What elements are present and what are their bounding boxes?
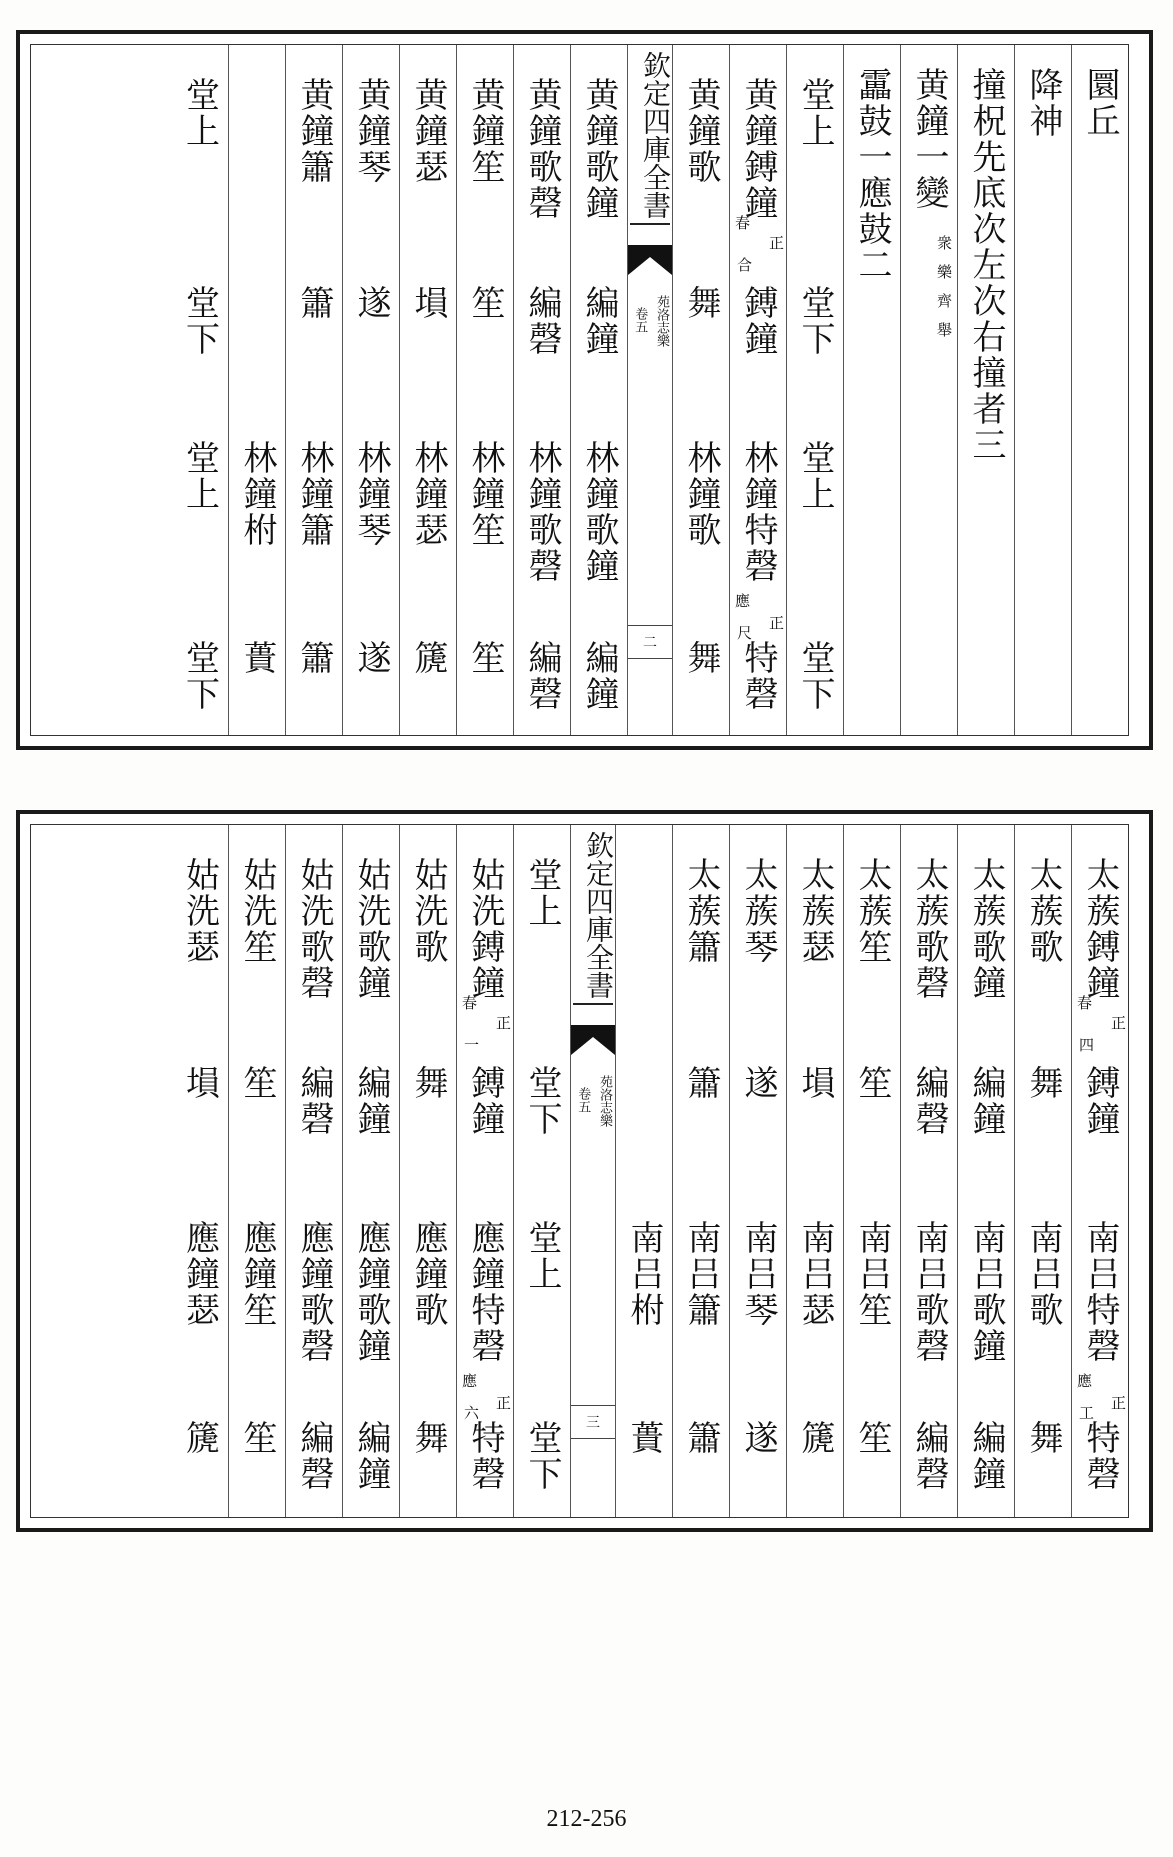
text-column	[171, 825, 228, 1517]
column-cell: 林鐘笙	[465, 440, 505, 548]
column-cell: 南吕歌磬	[909, 1220, 949, 1364]
text-column	[1071, 825, 1128, 1517]
volume-label: 卷五	[575, 1087, 591, 1113]
text-column	[786, 825, 843, 1517]
volume-label: 卷五	[632, 307, 648, 333]
text-column	[285, 825, 342, 1517]
column-cell: 編磬	[909, 1420, 949, 1492]
column-cell: 編鐘	[579, 640, 619, 712]
column-cell: 姑洗鎛鐘	[465, 857, 505, 1001]
column-cell: 編鐘	[351, 1065, 391, 1137]
center-gutter	[627, 45, 672, 735]
column-cell: 編磬	[909, 1065, 949, 1137]
column-cell: 南吕歌鐘	[966, 1220, 1006, 1364]
column-cell: 太蔟歌	[1023, 857, 1063, 965]
text-column	[1014, 825, 1071, 1517]
text-column	[228, 45, 285, 735]
text-column	[672, 45, 729, 735]
column-cell: 簫	[294, 640, 334, 676]
column-cell: 應鐘特磬	[465, 1220, 505, 1364]
text-column	[957, 825, 1014, 1517]
interlinear-note: 正	[494, 1015, 512, 1030]
column-cell: 林鐘歌	[681, 440, 721, 548]
column-cell: 笙	[465, 285, 505, 321]
column-cell: 堂下	[795, 285, 835, 357]
column-cell: 南吕笙	[852, 1220, 892, 1328]
column-cell: 林鐘歌鐘	[579, 440, 619, 584]
column-cell: 林鐘柎	[237, 440, 277, 548]
column-cell: 遂	[738, 1420, 778, 1456]
column-cell: 篪	[179, 1420, 220, 1456]
page-number: 三	[571, 1405, 615, 1439]
column-cell: 舞	[408, 1420, 448, 1456]
column-cell: 遂	[351, 285, 391, 321]
text-column	[843, 825, 900, 1517]
column-cell: 編磬	[522, 285, 562, 357]
text-column	[672, 825, 729, 1517]
column-cell: 編鐘	[579, 285, 619, 357]
column-cell: 應鐘歌磬	[294, 1220, 334, 1364]
interlinear-note: 正	[767, 235, 785, 250]
column-cell: 太蔟鎛鐘	[1080, 857, 1120, 1001]
interlinear-note: 春	[733, 215, 751, 230]
column-cell: 太蔟琴	[738, 857, 778, 965]
column-cell: 黄鐘歌	[681, 77, 721, 185]
column-text: 撞柷先底次左次右撞者三	[966, 67, 1006, 463]
column-cell: 應鐘歌	[408, 1220, 448, 1328]
text-column	[399, 825, 456, 1517]
column-cell: 笙	[852, 1065, 892, 1101]
interlinear-note: 一	[462, 1037, 480, 1052]
column-cell: 太蔟瑟	[795, 857, 835, 965]
column-cell: 應鐘笙	[237, 1220, 277, 1328]
column-cell: 蕢	[624, 1420, 664, 1456]
column-cell: 鎛鐘	[738, 285, 778, 357]
column-cell: 篪	[408, 640, 448, 676]
text-column	[1071, 45, 1128, 735]
column-cell: 太蔟笙	[852, 857, 892, 965]
column-cell: 黄鐘琴	[351, 77, 391, 185]
section-title: 苑洛志樂	[654, 295, 669, 347]
column-cell: 舞	[1023, 1065, 1063, 1101]
column-cell: 塤	[179, 1065, 220, 1101]
column-cell: 編鐘	[966, 1420, 1006, 1492]
fish-tail-mark-icon	[571, 1025, 615, 1055]
text-column	[513, 45, 570, 735]
text-column	[456, 45, 513, 735]
interlinear-note: 四	[1077, 1037, 1095, 1052]
interlinear-note: 春	[1075, 995, 1093, 1010]
interlinear-note: 合	[735, 257, 753, 272]
column-cell: 特磬	[1080, 1420, 1120, 1492]
interlinear-note: 正	[494, 1395, 512, 1410]
column-cell: 應鐘瑟	[179, 1220, 220, 1328]
column-cell: 黄鐘瑟	[408, 77, 448, 185]
column-grid	[30, 824, 1129, 1518]
column-cell: 黄鐘鎛鐘	[738, 77, 778, 221]
column-cell: 太蔟歌鐘	[966, 857, 1006, 1001]
column-cell: 南吕特磬	[1080, 1220, 1120, 1364]
column-cell: 遂	[351, 640, 391, 676]
column-cell: 堂下	[179, 640, 220, 712]
column-cell: 遂	[738, 1065, 778, 1101]
column-text: 靁鼓一應鼓二	[852, 67, 892, 283]
column-text: 降神	[1023, 67, 1063, 139]
text-column	[729, 45, 786, 735]
column-cell: 南吕瑟	[795, 1220, 835, 1328]
column-cell: 姑洗歌	[408, 857, 448, 965]
column-cell: 林鐘瑟	[408, 440, 448, 548]
text-column	[570, 45, 627, 735]
text-column	[228, 825, 285, 1517]
text-column	[843, 45, 900, 735]
column-cell: 編鐘	[966, 1065, 1006, 1137]
column-cell: 舞	[681, 285, 721, 321]
column-cell: 舞	[681, 640, 721, 676]
column-cell: 簫	[294, 285, 334, 321]
column-cell: 特磬	[738, 640, 778, 712]
interlinear-note: 應	[733, 593, 751, 608]
column-cell: 堂下	[179, 285, 220, 357]
text-column	[456, 825, 513, 1517]
text-column	[1014, 45, 1071, 735]
text-column	[900, 825, 957, 1517]
column-cell: 笙	[465, 640, 505, 676]
interlinear-note: 尺	[735, 625, 753, 640]
column-cell: 黄鐘歌磬	[522, 77, 562, 221]
text-column	[342, 45, 399, 735]
interlinear-note: 正	[1109, 1395, 1127, 1410]
column-cell: 簫	[681, 1420, 721, 1456]
column-cell: 鎛鐘	[465, 1065, 505, 1137]
column-cell: 林鐘簫	[294, 440, 334, 548]
column-cell: 南吕歌	[1023, 1220, 1063, 1328]
text-column	[900, 45, 957, 735]
footer-code: 212-256	[546, 1806, 627, 1832]
column-cell: 堂下	[795, 640, 835, 712]
column-cell: 笙	[237, 1065, 277, 1101]
column-cell: 堂上	[179, 440, 220, 512]
column-cell: 黄鐘簫	[294, 77, 334, 185]
column-cell: 編鐘	[351, 1420, 391, 1492]
interlinear-note: 春	[460, 995, 478, 1010]
page-panel-bottom	[16, 810, 1153, 1532]
column-cell: 堂上	[179, 77, 220, 149]
text-column	[957, 45, 1014, 735]
column-cell: 蕢	[237, 640, 277, 676]
column-cell: 太蔟歌磬	[909, 857, 949, 1001]
text-column	[285, 45, 342, 735]
interlinear-note: 六	[462, 1405, 480, 1420]
column-cell: 編磬	[522, 640, 562, 712]
column-cell: 林鐘琴	[351, 440, 391, 548]
column-cell: 舞	[1023, 1420, 1063, 1456]
section-title: 苑洛志樂	[597, 1075, 612, 1127]
column-cell: 堂上	[522, 1220, 562, 1292]
column-cell: 堂上	[795, 77, 835, 149]
text-column	[615, 825, 672, 1517]
center-gutter	[570, 825, 615, 1517]
page-panel-top	[16, 30, 1153, 750]
column-cell: 笙	[237, 1420, 277, 1456]
column-cell: 姑洗歌磬	[294, 857, 334, 1001]
column-cell: 姑洗瑟	[179, 857, 220, 965]
column-text: 黄鐘一變	[909, 67, 949, 211]
column-cell: 堂上	[795, 440, 835, 512]
column-grid	[30, 44, 1129, 736]
column-cell: 堂上	[522, 857, 562, 929]
interlinear-note: 正	[767, 615, 785, 630]
column-cell: 簫	[681, 1065, 721, 1101]
column-cell: 南吕柎	[624, 1220, 664, 1328]
interlinear-note: 工	[1077, 1405, 1095, 1420]
column-cell: 編磬	[294, 1420, 334, 1492]
column-cell: 應鐘歌鐘	[351, 1220, 391, 1364]
column-cell: 南吕簫	[681, 1220, 721, 1328]
text-column	[729, 825, 786, 1517]
text-column	[342, 825, 399, 1517]
column-cell: 南吕琴	[738, 1220, 778, 1328]
column-cell: 堂下	[522, 1065, 562, 1137]
column-cell: 黄鐘笙	[465, 77, 505, 185]
column-cell: 姑洗歌鐘	[351, 857, 391, 1001]
text-column	[786, 45, 843, 735]
column-cell: 編磬	[294, 1065, 334, 1137]
text-column	[513, 825, 570, 1517]
column-cell: 林鐘歌磬	[522, 440, 562, 584]
column-cell: 姑洗笙	[237, 857, 277, 965]
column-cell: 林鐘特磬	[738, 440, 778, 584]
column-cell: 黄鐘歌鐘	[579, 77, 619, 221]
column-cell: 塤	[408, 285, 448, 321]
interlinear-note: 應	[1075, 1373, 1093, 1388]
column-cell: 舞	[408, 1065, 448, 1101]
column-text: 圜丘	[1080, 67, 1120, 139]
column-cell: 堂下	[522, 1420, 562, 1492]
fish-tail-mark-icon	[628, 245, 672, 275]
column-cell: 鎛鐘	[1080, 1065, 1120, 1137]
interlinear-note: 正	[1109, 1015, 1127, 1030]
column-cell: 特磬	[465, 1420, 505, 1492]
interlinear-note: 衆樂齊舉	[935, 235, 953, 351]
interlinear-note: 應	[460, 1373, 478, 1388]
column-cell: 篪	[795, 1420, 835, 1456]
column-cell: 太蔟簫	[681, 857, 721, 965]
page-number: 二	[628, 625, 672, 659]
text-column	[399, 45, 456, 735]
book-title: 欽定四庫全書	[630, 51, 670, 225]
book-title: 欽定四庫全書	[573, 831, 613, 1005]
column-cell: 笙	[852, 1420, 892, 1456]
column-cell: 塤	[795, 1065, 835, 1101]
text-column	[171, 45, 228, 735]
